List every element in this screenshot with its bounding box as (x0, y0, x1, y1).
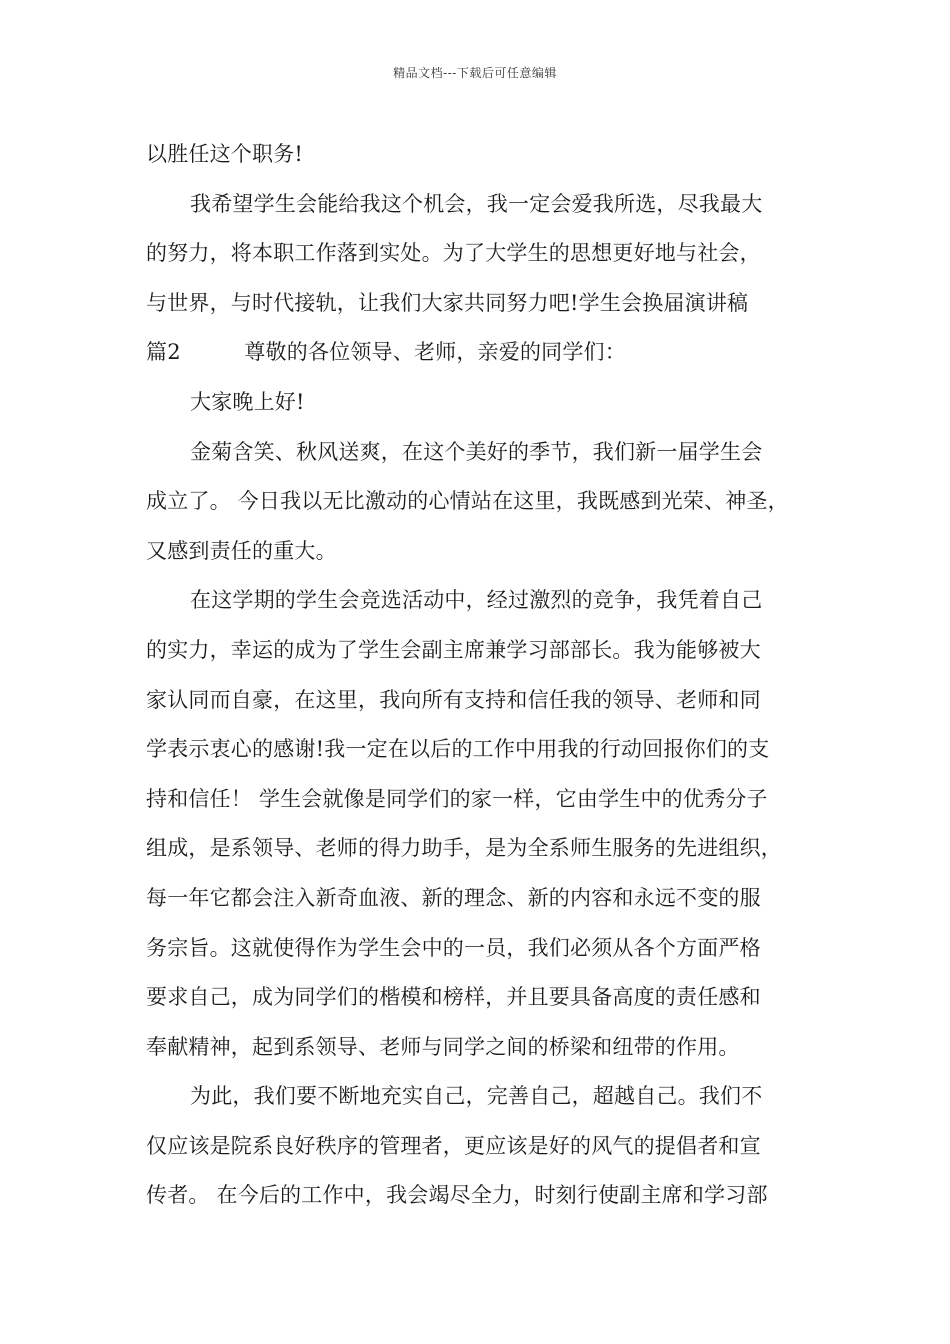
text-line: 组成，是系领导、老师的得力助手，是为全系师生服务的先进组织， (146, 836, 782, 861)
text-line: 家认同而自豪，在这里，我向所有支持和信任我的领导、老师和同 (146, 687, 761, 712)
text-line: 在这学期的学生会竞选活动中，经过激烈的竞争，我凭着自己 (190, 588, 763, 613)
text-line: 为此，我们要不断地充实自己，完善自己，超越自己。我们不 (190, 1084, 763, 1109)
text-line: 成立了。 今日我以无比激动的心情站在这里，我既感到光荣、神圣， (146, 489, 789, 514)
text-line: 又感到责任的重大。 (146, 538, 337, 563)
text-line: 篇2 尊敬的各位领导、老师，亲爱的同学们： (146, 340, 626, 365)
text-line: 的实力，幸运的成为了学生会副主席兼学习部部长。我为能够被大 (146, 637, 761, 662)
text-line: 与世界，与时代接轨，让我们大家共同努力吧!学生会换届演讲稿 (146, 290, 749, 315)
text-line: 每一年它都会注入新奇血液、新的理念、新的内容和永远不变的服 (146, 885, 761, 910)
document-body (146, 130, 814, 1221)
text-line: 金菊含笑、秋风送爽，在这个美好的季节，我们新一届学生会 (190, 439, 763, 464)
text-line: 仅应该是院系良好秩序的管理者，更应该是好的风气的提倡者和宣 (146, 1133, 761, 1158)
text-line: 要求自己，成为同学们的楷模和榜样，并且要具备高度的责任感和 (146, 985, 761, 1010)
text-line: 传者。 在今后的工作中，我会竭尽全力，时刻行使副主席和学习部 (146, 1183, 768, 1208)
text-line: 务宗旨。这就使得作为学生会中的一员，我们必须从各个方面严格 (146, 935, 761, 960)
text-line: 以胜任这个职务! (146, 142, 304, 166)
text-line: 大家晚上好! (190, 389, 305, 414)
text-line: 的努力，将本职工作落到实处。为了大学生的思想更好地与社会， (146, 241, 761, 266)
text-line: 我希望学生会能给我这个机会，我一定会爱我所选，尽我最大 (190, 191, 763, 216)
text-line: 奉献精神，起到系领导、老师与同学之间的桥梁和纽带的作用。 (146, 1034, 740, 1059)
text-line: 持和信任！ 学生会就像是同学们的家一样，它由学生中的优秀分子 (146, 786, 768, 811)
page-header: 精品文档---下载后可任意编辑 (393, 66, 557, 80)
text-line: 学表示衷心的感谢!我一定在以后的工作中用我的行动回报你们的支 (146, 737, 770, 762)
